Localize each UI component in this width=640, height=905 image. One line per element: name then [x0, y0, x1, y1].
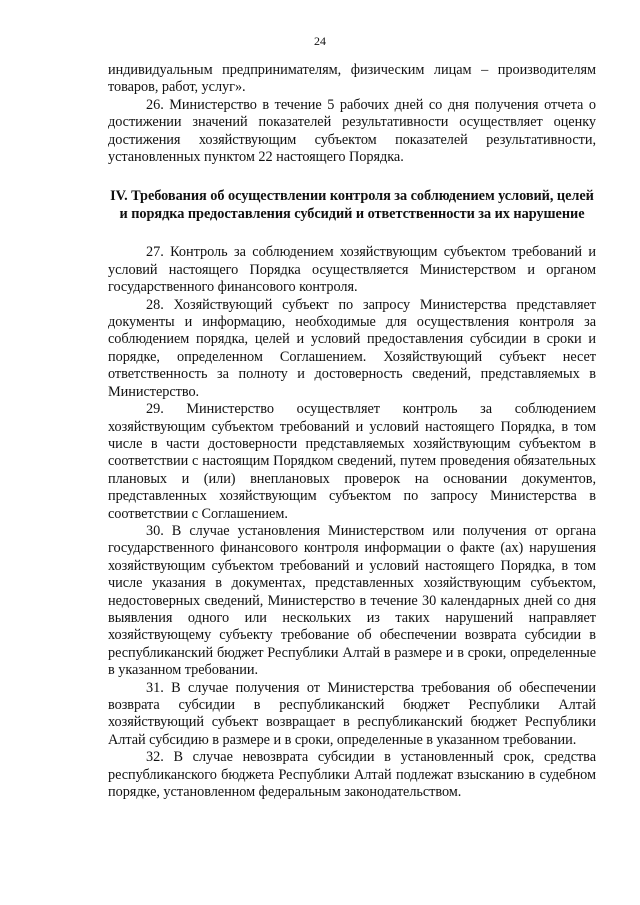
- document-body: [108, 62, 596, 801]
- paragraph-32: 32. В случае невозврата субсидии в установленный срок, средства республиканского бюджета Республики Алтай подлежат взысканию в судебном порядке, установленном федеральным законодательством.: [108, 749, 596, 801]
- paragraph-26: 26. Министерство в течение 5 рабочих дней со дня получения отчета о достижении значений показателей результативности осуществляет оценку достижения хозяйствующим субъектом показателей результативности, установленных пунктом 22 настоящего Порядка.: [108, 96, 596, 166]
- paragraph-continuation: индивидуальным предпринимателям, физическим лицам – производителям товаров, работ, услуг».: [108, 62, 596, 96]
- paragraph-31: 31. В случае получения от Министерства требования об обеспечении возврата субсидии в республиканский бюджет Республики Алтай хозяйствующий субъект возвращает в республиканский бюджет Республики Алтай субсидию в размере и в сроки, определенные в указанном требовании.: [108, 679, 596, 748]
- paragraph-30: 30. В случае установления Министерством или получения от органа государственного финансового контроля информации о факте (ах) нарушения хозяйствующим субъектом требований и условий настоящего Порядка, в том числе указания в документах, представленных хозяйствующим субъектом, недостоверных сведений, Министерство в течение 30 календарных дней со дня выявления одного или нескольких из таких нарушений направляет хозяйствующему субъекту требование об обеспечении возврата субсидии в республиканский бюджет Республики Алтай в размере и в сроки, определенные в указанном требовании.: [108, 522, 596, 679]
- paragraph-28: 28. Хозяйствующий субъект по запросу Министерства представляет документы и информацию, необходимые для осуществления контроля за соблюдением порядка, целей и условий предоставления субсидии в сроки и порядке, определенном Соглашением. Хозяйствующий субъект несет ответственность за полноту и достоверность сведений, представляемых в Министерство.: [108, 296, 596, 400]
- section-heading-iv: IV. Требования об осуществлении контроля за соблюдением условий, целей и порядка предоставления субсидий и ответственности за их нарушение: [110, 188, 594, 223]
- paragraph-29: 29. Министерство осуществляет контроль за соблюдением хозяйствующим субъектом требований и условий настоящего Порядка, в том числе в части достоверности представляемых хозяйствующим субъектом в соответствии с настоящим Порядком сведений, путем проведения обязательных плановых и (или) внеплановых проверок на основании документов, представленных хозяйствующим субъектом по запросу Министерства в соответствии с Соглашением.: [108, 401, 596, 522]
- paragraph-27: 27. Контроль за соблюдением хозяйствующим субъектом требований и условий настоящего Порядка осуществляется Министерством и органом государственного финансового контроля.: [108, 244, 596, 296]
- page-number: 24: [314, 34, 326, 48]
